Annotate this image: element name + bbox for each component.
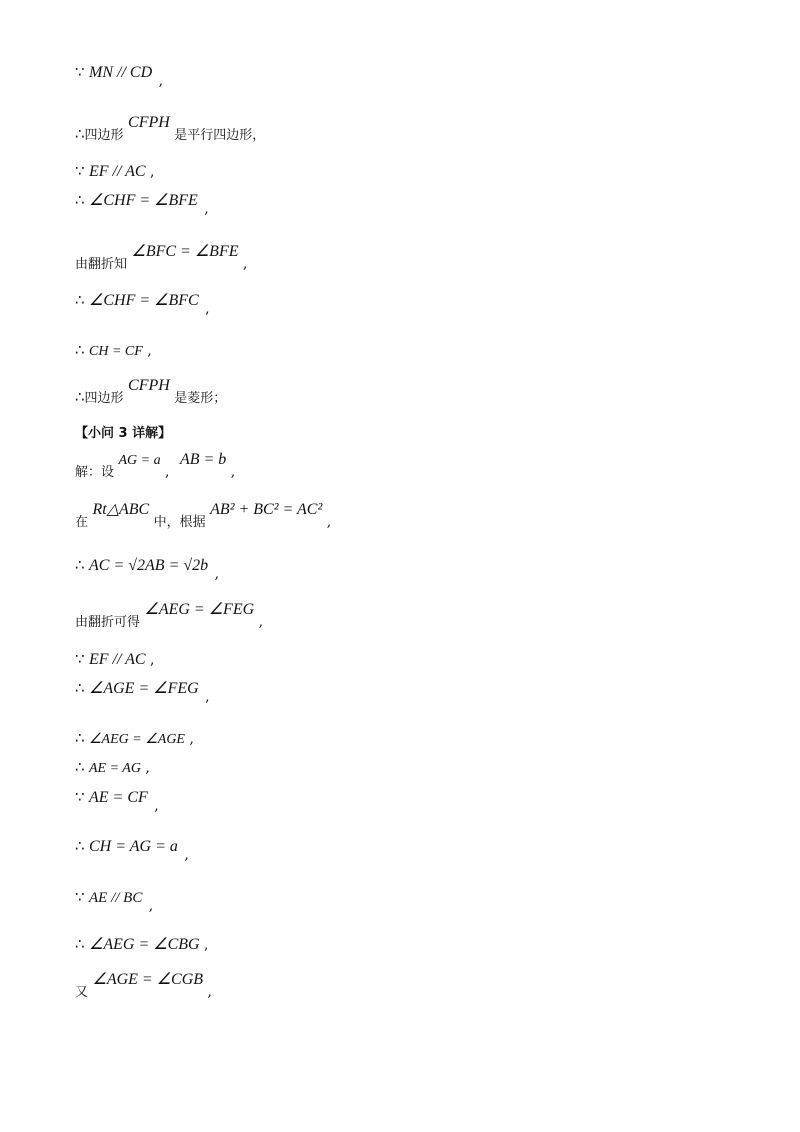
punctuation: ,: [230, 464, 236, 480]
text: 四边形: [84, 391, 124, 406]
punctuation: ,: [189, 731, 194, 747]
punctuation: ,: [258, 614, 264, 630]
text: 在: [75, 515, 89, 530]
text: 是平行四边形，: [174, 128, 266, 143]
punctuation: ,: [205, 301, 210, 317]
math-expression: ∠AEG = ∠AGE: [89, 732, 185, 747]
proof-line-14: [75, 649, 155, 670]
punctuation: ,: [205, 689, 210, 705]
heading-text: 【小问 3 详解】: [75, 426, 172, 441]
math-expression: AE = CF: [89, 789, 148, 806]
proof-line-7: [75, 340, 152, 362]
proof-line-18: [75, 787, 159, 814]
math-expression: EF // AC: [89, 163, 146, 180]
punctuation: ,: [150, 652, 155, 668]
math-expression: ∠AGE = ∠CGB: [92, 971, 204, 988]
therefore-symbol: ∴: [75, 291, 85, 309]
text: 解：设: [75, 465, 115, 480]
math-expression: CFPH: [128, 114, 170, 131]
therefore-symbol: ∴: [75, 729, 85, 747]
punctuation: ,: [204, 937, 209, 953]
punctuation: ,: [214, 566, 220, 582]
proof-line-6: [75, 290, 210, 317]
punctuation: ,: [147, 343, 152, 359]
punctuation: ,: [165, 464, 170, 480]
proof-line-17: [75, 757, 150, 779]
proof-line-10: [75, 451, 236, 483]
proof-line-13: [75, 601, 264, 633]
therefore-symbol: ∴: [75, 679, 85, 697]
therefore-symbol: ∴: [75, 935, 85, 953]
math-expression: CH = AG = a: [89, 838, 178, 855]
text: 是菱形；: [174, 391, 227, 406]
punctuation: ,: [158, 73, 164, 89]
punctuation: ,: [326, 514, 332, 530]
proof-line-1: [75, 62, 164, 89]
proof-line-8: [75, 377, 227, 409]
math-expression: AG = a: [118, 453, 161, 468]
because-symbol: ∵: [75, 162, 85, 180]
text: 中，根据: [153, 515, 206, 530]
punctuation: ,: [150, 164, 155, 180]
text: 由翻折可得: [75, 615, 141, 630]
math-expression: AB = b: [179, 451, 227, 468]
proof-line-4: [75, 190, 209, 217]
math-expression: CH = CF: [89, 344, 143, 359]
math-expression: EF // AC: [89, 651, 146, 668]
math-expression: ∠CHF = ∠BFE: [89, 192, 198, 209]
punctuation: ,: [145, 760, 150, 776]
proof-line-15: [75, 678, 210, 705]
therefore-symbol: ∴: [75, 758, 85, 776]
therefore-symbol: ∴: [75, 837, 85, 855]
proof-line-11: [75, 501, 332, 533]
math-expression: AE // BC: [89, 890, 143, 906]
math-expression: ∠AEG = ∠FEG: [144, 601, 255, 618]
math-expression: AE = AG: [89, 761, 141, 776]
proof-line-16: [75, 728, 194, 750]
punctuation: ,: [207, 984, 212, 1000]
proof-line-5: [75, 243, 248, 275]
proof-line-20: [75, 887, 154, 914]
text: 又: [75, 985, 89, 1000]
because-symbol: ∵: [75, 788, 85, 806]
text: 由翻折知: [75, 257, 128, 272]
proof-line-19: [75, 836, 189, 863]
therefore-symbol: ∴: [75, 388, 85, 406]
because-symbol: ∵: [75, 63, 85, 81]
punctuation: ,: [154, 798, 159, 814]
punctuation: ,: [242, 256, 248, 272]
math-expression: ∠CHF = ∠BFC: [89, 292, 199, 309]
math-expression: ∠AEG = ∠CBG: [89, 936, 200, 953]
punctuation: ,: [204, 201, 209, 217]
proof-line-3: [75, 161, 155, 182]
text: 四边形: [84, 128, 124, 143]
because-symbol: ∵: [75, 650, 85, 668]
therefore-symbol: ∴: [75, 341, 85, 359]
proof-line-21: [75, 934, 209, 955]
math-expression: AB² + BC² = AC²: [210, 501, 323, 518]
math-expression: ∠BFC = ∠BFE: [131, 243, 239, 260]
proof-line-22: [75, 971, 212, 1003]
because-symbol: ∵: [75, 888, 85, 906]
proof-line-2: [75, 114, 266, 146]
therefore-symbol: ∴: [75, 191, 85, 209]
therefore-symbol: ∴: [75, 556, 85, 574]
math-expression: AC = √2AB = √2b: [89, 557, 209, 574]
math-expression: CFPH: [128, 377, 170, 394]
math-expression: ∠AGE = ∠FEG: [89, 680, 199, 697]
section-heading: [75, 423, 171, 444]
punctuation: ,: [184, 847, 189, 863]
proof-line-12: [75, 555, 220, 582]
therefore-symbol: ∴: [75, 125, 85, 143]
math-expression: MN // CD: [89, 64, 153, 81]
punctuation: ,: [148, 898, 154, 914]
math-expression: Rt△ABC: [92, 501, 150, 518]
